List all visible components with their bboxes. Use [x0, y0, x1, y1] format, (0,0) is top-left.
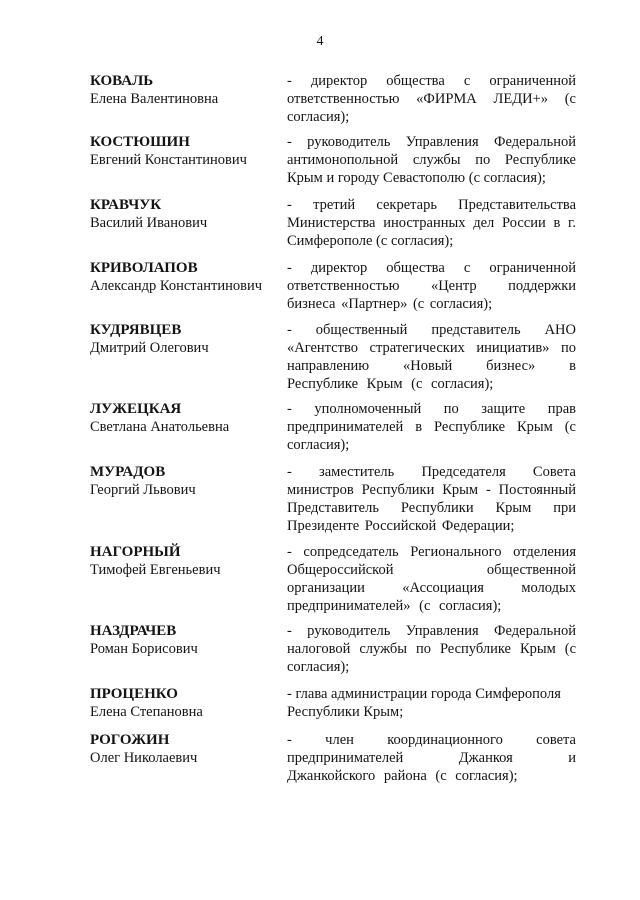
member-surname: КОВАЛЬ	[90, 73, 154, 89]
member-position: - директор общества с ограниченной ответственностью «Центр поддержки бизнеса «Партнер» (с согласия);	[287, 260, 576, 312]
member-name	[90, 543, 280, 579]
member-name	[90, 321, 280, 357]
member-name	[90, 72, 280, 108]
member-position: - глава администрации города Симферополя Республики Крым;	[287, 686, 561, 720]
member-position: - уполномоченный по защите прав предпринимателей в Республике Крым (с согласия);	[287, 401, 576, 453]
member-name	[90, 731, 280, 767]
member-given-names: Георгий Львович	[90, 482, 196, 498]
member-name	[90, 622, 280, 658]
member-position: - общественный представитель АНО «Агентство стратегических инициатив» по направлению «Новый бизнес» в Республике Крым (с согласия);	[287, 322, 576, 392]
member-given-names: Дмитрий Олегович	[90, 340, 209, 356]
member-given-names: Василий Иванович	[90, 215, 208, 231]
member-surname: НАГОРНЫЙ	[90, 544, 181, 560]
member-position: - руководитель Управления Федеральной антимонопольной службы по Республике Крым и городу Севастополю (с согласия);	[287, 134, 576, 186]
member-given-names: Светлана Анатольевна	[90, 419, 230, 435]
member-surname: ПРОЦЕНКО	[90, 686, 178, 702]
member-given-names: Евгений Константинович	[90, 152, 247, 168]
member-given-names: Роман Борисович	[90, 641, 198, 657]
member-name	[90, 400, 280, 436]
member-position: - заместитель Председателя Совета министров Республики Крым - Постоянный Представитель Республики Крым при Президенте Российской Федерации;	[287, 464, 576, 534]
member-name	[90, 463, 280, 499]
member-given-names: Тимофей Евгеньевич	[90, 562, 221, 578]
member-surname: КОСТЮШИН	[90, 134, 190, 150]
member-surname: МУРАДОВ	[90, 464, 166, 480]
member-surname: РОГОЖИН	[90, 732, 170, 748]
member-position: - руководитель Управления Федеральной налоговой службы по Республике Крым (с согласия);	[287, 623, 576, 675]
member-given-names: Елена Степановна	[90, 704, 203, 720]
member-position: - директор общества с ограниченной ответственностью «ФИРМА ЛЕДИ+» (с согласия);	[287, 73, 576, 125]
member-surname: НАЗДРАЧЕВ	[90, 623, 177, 639]
member-position: - сопредседатель Регионального отделения Общероссийской общественной организации «Ассоциация молодых предпринимателей» (с согласия);	[287, 544, 576, 614]
member-position: - член координационного совета предпринимателей Джанкоя и Джанкойского района (с согласия);	[287, 732, 576, 784]
member-surname: КРАВЧУК	[90, 197, 162, 213]
member-given-names: Олег Николаевич	[90, 750, 198, 766]
member-given-names: Александр Константинович	[90, 278, 262, 294]
member-surname: ЛУЖЕЦКАЯ	[90, 401, 182, 417]
member-position: - третий секретарь Представительства Министерства иностранных дел России в г. Симферополе (с согласия);	[287, 197, 576, 249]
member-name	[90, 133, 280, 169]
member-surname: КУДРЯВЦЕВ	[90, 322, 182, 338]
member-surname: КРИВОЛАПОВ	[90, 260, 198, 276]
member-given-names: Елена Валентиновна	[90, 91, 219, 107]
member-name	[90, 259, 280, 295]
page-number: 4	[316, 34, 324, 49]
member-name	[90, 196, 280, 232]
member-name	[90, 685, 280, 721]
